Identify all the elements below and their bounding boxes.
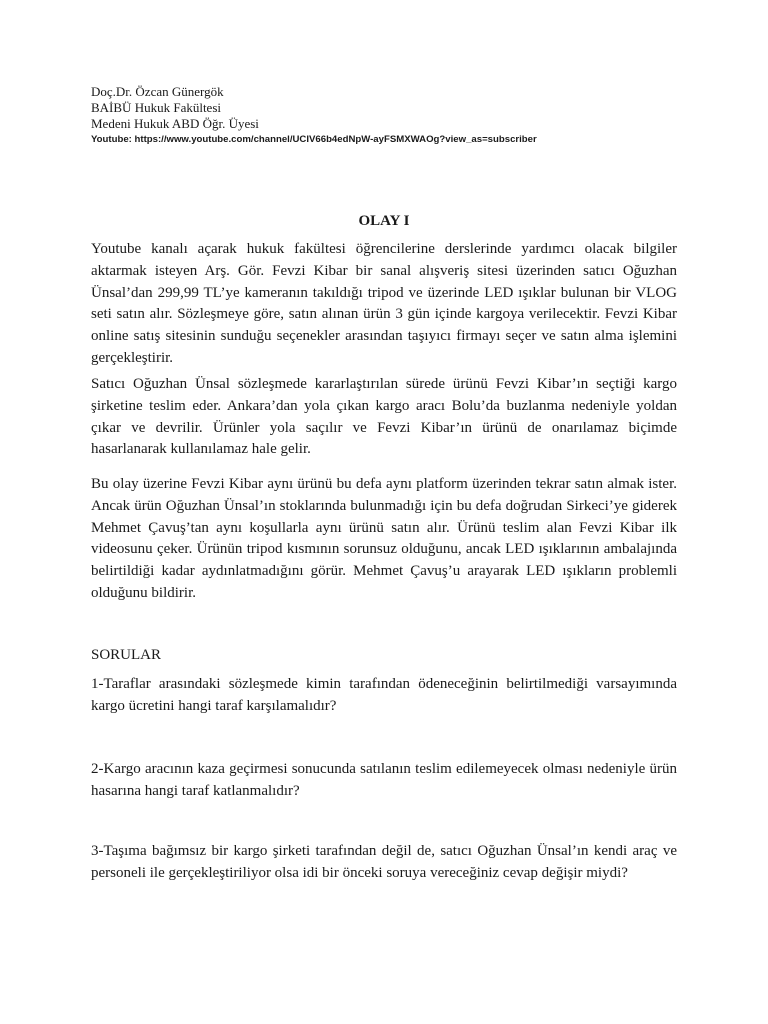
author-name: Doç.Dr. Özcan Günergök	[91, 84, 224, 99]
question-3: 3-Taşıma bağımsız bir kargo şirketi tarafından değil de, satıcı Oğuzhan Ünsal’ın kendi araç ve personeli ile gerçekleştiriliyor olsa idi bir önceki soruya vereceğiniz cevap değişir miydi?	[91, 843, 677, 881]
case-paragraph-2: Satıcı Oğuzhan Ünsal sözleşmede kararlaştırılan sürede ürünü Fevzi Kibar’ın seçtiği kargo şirketine teslim eder. Ankara’dan yola çıkan kargo aracı Bolu’da buzlanma nedeniyle yoldan çıkar ve devrilir. Ürünler yola saçılır ve Fevzi Kibar’ın ürünü de onarılamaz biçimde hasarlanarak kullanılamaz hale gelir.	[91, 376, 677, 458]
case-paragraph-3: Bu olay üzerine Fevzi Kibar aynı ürünü bu defa aynı platform üzerinden tekrar satın almak ister. Ancak ürün Oğuzhan Ünsal’ın stoklarında bulunmadığı için bu defa doğrudan Sirkeci’ye giderek Mehmet Çavuş’tan aynı koşullarla aynı ürünü satın alır. Ürünü teslim alan Fevzi Kibar ilk videosunu çeker. Ürünün tripod kısmının sorunsuz olduğunu, ancak LED ışıklarının ambalajında belirtildiği kadar aydınlatmadığını görür. Mehmet Çavuş’u arayarak LED ışıkların problemli olduğunu bildirir.	[91, 476, 677, 601]
case-title: OLAY I	[358, 213, 410, 229]
document-page	[91, 84, 677, 881]
youtube-line	[91, 132, 677, 148]
department-name: Medeni Hukuk ABD Öğr. Üyesi	[91, 116, 259, 131]
youtube-link[interactable]: https://www.youtube.com/channel/UCIV66b4edNpW-ayFSMXWAOg?view_as=subscriber	[134, 134, 537, 145]
case-paragraph-1: Youtube kanalı açarak hukuk fakültesi öğrencilerine derslerinde yardımcı olacak bilgiler aktarmak isteyen Arş. Gör. Fevzi Kibar bir sanal alışveriş sitesi üzerinden satıcı Oğuzhan Ünsal’dan 299,99 TL’ye kameranın takıldığı tripod ve üzerinde LED ışıklar bulunan bir VLOG seti satın alır. Sözleşmeye göre, satın alınan ürün 3 gün içinde kargoya verilecektir. Fevzi Kibar online satış sitesinin sunduğu seçenekler arasından taşıyıcı firmayı seçer ve satın alma işlemini gerçekleştirir.	[91, 241, 677, 366]
questions-heading: SORULAR	[91, 647, 162, 663]
question-2: 2-Kargo aracının kaza geçirmesi sonucunda satılanın teslim edilemeyecek olması nedeniyle ürün hasarına hangi taraf katlanmalıdır?	[91, 761, 677, 799]
faculty-name: BAİBÜ Hukuk Fakültesi	[91, 100, 221, 115]
youtube-label: Youtube:	[91, 134, 132, 145]
question-1: 1-Taraflar arasındaki sözleşmede kimin tarafından ödeneceğinin belirtilmediği varsayımında kargo ücretini hangi taraf karşılamalıdır?	[91, 676, 677, 714]
